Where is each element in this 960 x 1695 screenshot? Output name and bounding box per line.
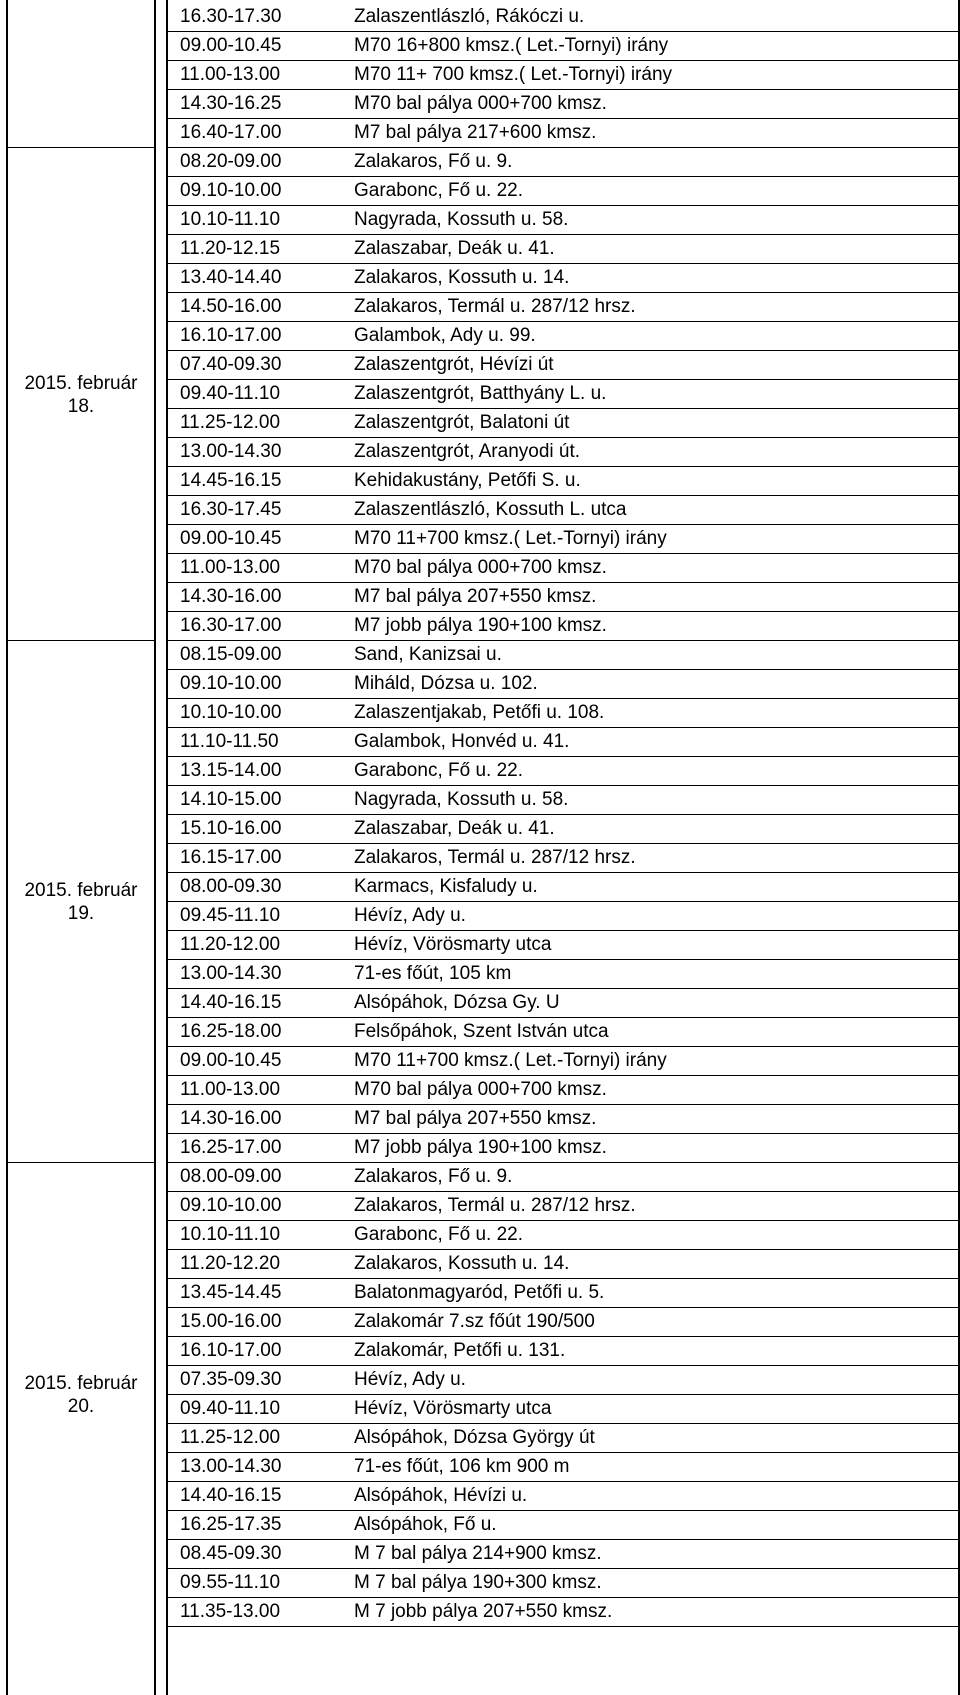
- schedule-table: [6, 0, 960, 1695]
- location-cell: Zalaszentgrót, Aranyodi út.: [354, 441, 581, 462]
- time-cell: 16.30-17.30: [180, 6, 282, 27]
- time-cell: 10.10-10.00: [180, 702, 282, 723]
- table-row: [171, 264, 960, 293]
- table-row: [171, 525, 960, 554]
- location-cell: Zalaszentlászló, Rákóczi u.: [354, 6, 585, 27]
- table-row: [171, 322, 960, 351]
- time-cell: 14.30-16.00: [180, 1108, 282, 1129]
- time-cell: 13.00-14.30: [180, 963, 282, 984]
- time-cell: 09.00-10.45: [180, 1050, 282, 1071]
- table-row: [171, 206, 960, 235]
- table-row: [171, 3, 960, 32]
- table-row: [171, 1192, 960, 1221]
- date-label-line1: 2015. február: [24, 1373, 138, 1394]
- time-cell: 11.00-13.00: [180, 1079, 281, 1100]
- time-cell: 14.30-16.25: [180, 93, 282, 114]
- location-cell: Zalakaros, Kossuth u. 14.: [354, 1253, 570, 1274]
- table-row: [171, 1279, 960, 1308]
- time-cell: 11.10-11.50: [180, 731, 279, 752]
- location-cell: M70 bal pálya 000+700 kmsz.: [354, 93, 607, 114]
- location-cell: Zalakaros, Fő u. 9.: [354, 151, 513, 172]
- location-cell: M70 11+ 700 kmsz.( Let.-Tornyi) irány: [354, 64, 673, 85]
- time-cell: 16.25-17.00: [180, 1137, 282, 1158]
- table-row: [171, 351, 960, 380]
- location-cell: Hévíz, Ady u.: [354, 905, 466, 926]
- table-row: [171, 583, 960, 612]
- time-cell: 08.00-09.30: [180, 876, 282, 897]
- location-cell: M7 jobb pálya 190+100 kmsz.: [354, 1137, 607, 1158]
- location-cell: Alsópáhok, Hévízi u.: [354, 1485, 528, 1506]
- table-row: [171, 1482, 960, 1511]
- time-cell: 16.30-17.00: [180, 615, 282, 636]
- table-row: [171, 1337, 960, 1366]
- table-row: [171, 612, 960, 641]
- table-row: [171, 728, 960, 757]
- location-cell: Zalakaros, Termál u. 287/12 hrsz.: [354, 847, 636, 868]
- row-divider: [166, 1626, 960, 1627]
- location-cell: Zalaszabar, Deák u. 41.: [354, 238, 555, 259]
- table-row: [171, 380, 960, 409]
- location-cell: Galambok, Honvéd u. 41.: [354, 731, 570, 752]
- location-cell: Nagyrada, Kossuth u. 58.: [354, 209, 569, 230]
- table-row: [171, 148, 960, 177]
- location-cell: M 7 bal pálya 190+300 kmsz.: [354, 1572, 602, 1593]
- table-row: [171, 1540, 960, 1569]
- table-row: [171, 1598, 960, 1627]
- location-cell: 71-es főút, 105 km: [354, 963, 512, 984]
- time-cell: 09.40-11.10: [180, 383, 281, 404]
- location-cell: Zalakaros, Fő u. 9.: [354, 1166, 513, 1187]
- table-row: [171, 989, 960, 1018]
- table-row: [171, 1453, 960, 1482]
- table-row: [171, 641, 960, 670]
- table-row: [171, 467, 960, 496]
- table-row: [171, 1105, 960, 1134]
- table-row: [171, 554, 960, 583]
- location-cell: Zalaszabar, Deák u. 41.: [354, 818, 555, 839]
- table-vertical-border: [154, 0, 156, 1695]
- time-cell: 14.45-16.15: [180, 470, 282, 491]
- time-cell: 16.40-17.00: [180, 122, 282, 143]
- location-cell: Zalakaros, Termál u. 287/12 hrsz.: [354, 296, 636, 317]
- table-row: [171, 873, 960, 902]
- location-cell: M7 bal pálya 217+600 kmsz.: [354, 122, 597, 143]
- table-row: [171, 119, 960, 148]
- time-cell: 09.10-10.00: [180, 1195, 282, 1216]
- time-cell: 13.15-14.00: [180, 760, 282, 781]
- table-row: [171, 786, 960, 815]
- location-cell: Hévíz, Ady u.: [354, 1369, 466, 1390]
- time-cell: 16.10-17.00: [180, 1340, 282, 1361]
- table-row: [171, 1395, 960, 1424]
- time-cell: 10.10-11.10: [180, 209, 281, 230]
- location-cell: Zalakaros, Termál u. 287/12 hrsz.: [354, 1195, 636, 1216]
- date-label-line1: 2015. február: [24, 372, 138, 394]
- group-separator: [6, 147, 156, 148]
- table-row: [171, 32, 960, 61]
- time-cell: 11.20-12.00: [180, 934, 281, 955]
- group-separator: [6, 1162, 156, 1163]
- time-cell: 14.10-15.00: [180, 789, 282, 810]
- location-cell: 71-es főút, 106 km 900 m: [354, 1456, 570, 1477]
- time-cell: 15.00-16.00: [180, 1311, 282, 1332]
- table-row: [171, 902, 960, 931]
- time-cell: 16.15-17.00: [180, 847, 282, 868]
- location-cell: M7 jobb pálya 190+100 kmsz.: [354, 615, 607, 636]
- date-cell: [6, 879, 156, 925]
- location-cell: M70 bal pálya 000+700 kmsz.: [354, 1079, 607, 1100]
- location-cell: M70 11+700 kmsz.( Let.-Tornyi) irány: [354, 1050, 667, 1071]
- time-cell: 16.25-17.35: [180, 1514, 282, 1535]
- location-cell: Felsőpáhok, Szent István utca: [354, 1021, 609, 1042]
- location-cell: Zalaszentjakab, Petőfi u. 108.: [354, 702, 605, 723]
- location-cell: M7 bal pálya 207+550 kmsz.: [354, 586, 597, 607]
- date-cell: [6, 1372, 156, 1418]
- time-cell: 11.35-13.00: [180, 1601, 281, 1622]
- location-cell: Zalaszentgrót, Batthyány L. u.: [354, 383, 607, 404]
- time-cell: 11.25-12.00: [180, 412, 281, 433]
- table-vertical-border: [166, 0, 168, 1695]
- location-cell: Nagyrada, Kossuth u. 58.: [354, 789, 569, 810]
- time-cell: 07.40-09.30: [180, 354, 282, 375]
- table-row: [171, 409, 960, 438]
- table-row: [171, 61, 960, 90]
- location-cell: Zalakomár, Petőfi u. 131.: [354, 1340, 566, 1361]
- table-row: [171, 293, 960, 322]
- time-cell: 09.45-11.10: [180, 905, 281, 926]
- time-cell: 16.25-18.00: [180, 1021, 282, 1042]
- table-vertical-border: [6, 0, 8, 1695]
- location-cell: Zalaszentgrót, Hévízi út: [354, 354, 554, 375]
- time-cell: 10.10-11.10: [180, 1224, 281, 1245]
- time-cell: 13.40-14.40: [180, 267, 282, 288]
- date-cell: [6, 372, 156, 418]
- time-cell: 11.20-12.20: [180, 1253, 281, 1274]
- location-cell: M70 16+800 kmsz.( Let.-Tornyi) irány: [354, 35, 669, 56]
- time-cell: 11.00-13.00: [180, 64, 281, 85]
- location-cell: M70 bal pálya 000+700 kmsz.: [354, 557, 607, 578]
- location-cell: Balatonmagyaród, Petőfi u. 5.: [354, 1282, 605, 1303]
- table-row: [171, 438, 960, 467]
- table-row: [171, 699, 960, 728]
- location-cell: Hévíz, Vörösmarty utca: [354, 1398, 552, 1419]
- date-label-line2: 20.: [67, 1396, 95, 1417]
- table-row: [171, 815, 960, 844]
- table-row: [171, 1221, 960, 1250]
- location-cell: Hévíz, Vörösmarty utca: [354, 934, 552, 955]
- time-cell: 09.10-10.00: [180, 180, 282, 201]
- location-cell: M 7 bal pálya 214+900 kmsz.: [354, 1543, 602, 1564]
- table-row: [171, 235, 960, 264]
- location-cell: Zalakaros, Kossuth u. 14.: [354, 267, 570, 288]
- time-cell: 11.00-13.00: [180, 557, 281, 578]
- location-cell: Alsópáhok, Dózsa György út: [354, 1427, 595, 1448]
- location-cell: Miháld, Dózsa u. 102.: [354, 673, 538, 694]
- date-label-line2: 19.: [67, 903, 95, 924]
- location-cell: Sand, Kanizsai u.: [354, 644, 502, 665]
- location-cell: Galambok, Ady u. 99.: [354, 325, 536, 346]
- time-cell: 16.10-17.00: [180, 325, 282, 346]
- time-cell: 16.30-17.45: [180, 499, 282, 520]
- table-row: [171, 90, 960, 119]
- location-cell: M70 11+700 kmsz.( Let.-Tornyi) irány: [354, 528, 667, 549]
- table-row: [171, 844, 960, 873]
- location-cell: Garabonc, Fő u. 22.: [354, 760, 523, 781]
- table-row: [171, 960, 960, 989]
- table-row: [171, 496, 960, 525]
- location-cell: Zalakomár 7.sz főút 190/500: [354, 1311, 595, 1332]
- group-separator: [6, 640, 156, 641]
- location-cell: Alsópáhok, Dózsa Gy. U: [354, 992, 560, 1013]
- time-cell: 09.00-10.45: [180, 35, 282, 56]
- table-row: [171, 670, 960, 699]
- time-cell: 11.20-12.15: [180, 238, 281, 259]
- location-cell: Alsópáhok, Fő u.: [354, 1514, 497, 1535]
- location-cell: Kehidakustány, Petőfi S. u.: [354, 470, 581, 491]
- table-row: [171, 1511, 960, 1540]
- location-cell: Garabonc, Fő u. 22.: [354, 1224, 523, 1245]
- time-cell: 13.00-14.30: [180, 1456, 282, 1477]
- time-cell: 14.50-16.00: [180, 296, 282, 317]
- date-label-line2: 18.: [67, 395, 95, 417]
- time-cell: 11.25-12.00: [180, 1427, 281, 1448]
- location-cell: Zalaszentgrót, Balatoni út: [354, 412, 570, 433]
- time-cell: 08.45-09.30: [180, 1543, 282, 1564]
- time-cell: 14.30-16.00: [180, 586, 282, 607]
- time-cell: 09.40-11.10: [180, 1398, 281, 1419]
- time-cell: 07.35-09.30: [180, 1369, 282, 1390]
- location-cell: Zalaszentlászló, Kossuth L. utca: [354, 499, 627, 520]
- table-row: [171, 1308, 960, 1337]
- time-cell: 14.40-16.15: [180, 1485, 282, 1506]
- location-cell: M7 bal pálya 207+550 kmsz.: [354, 1108, 597, 1129]
- table-row: [171, 931, 960, 960]
- time-cell: 08.20-09.00: [180, 151, 282, 172]
- time-cell: 08.15-09.00: [180, 644, 282, 665]
- location-cell: Garabonc, Fő u. 22.: [354, 180, 523, 201]
- table-row: [171, 177, 960, 206]
- table-row: [171, 1424, 960, 1453]
- table-row: [171, 1569, 960, 1598]
- time-cell: 09.10-10.00: [180, 673, 282, 694]
- table-row: [171, 1076, 960, 1105]
- time-cell: 14.40-16.15: [180, 992, 282, 1013]
- location-cell: Karmacs, Kisfaludy u.: [354, 876, 538, 897]
- time-cell: 13.00-14.30: [180, 441, 282, 462]
- time-cell: 09.00-10.45: [180, 528, 282, 549]
- table-row: [171, 1018, 960, 1047]
- time-cell: 08.00-09.00: [180, 1166, 282, 1187]
- table-row: [171, 1163, 960, 1192]
- location-cell: M 7 jobb pálya 207+550 kmsz.: [354, 1601, 613, 1622]
- table-row: [171, 1047, 960, 1076]
- time-cell: 13.45-14.45: [180, 1282, 282, 1303]
- date-label-line1: 2015. február: [24, 880, 138, 901]
- table-row: [171, 1366, 960, 1395]
- table-row: [171, 1250, 960, 1279]
- table-row: [171, 757, 960, 786]
- time-cell: 15.10-16.00: [180, 818, 282, 839]
- time-cell: 09.55-11.10: [180, 1572, 281, 1593]
- table-row: [171, 1134, 960, 1163]
